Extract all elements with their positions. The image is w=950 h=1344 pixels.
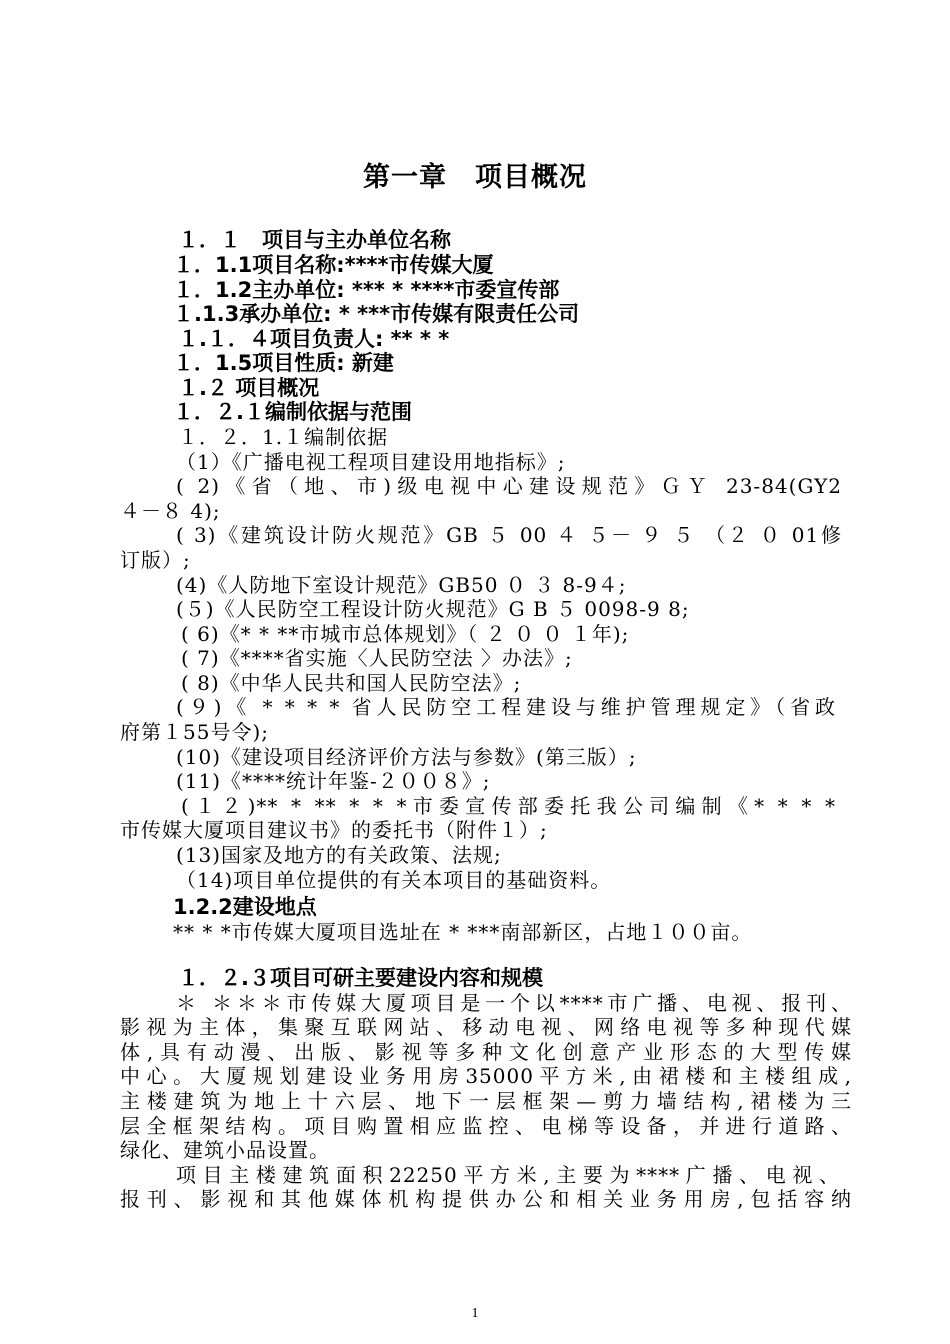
ref-12: (１２)** * ** * * *市委宣传部委托我公司编制《* * * *: [181, 794, 836, 818]
body-line: 项目主楼建筑面积22250平方米,主要为****广播、电视、: [176, 1163, 840, 1187]
ref-1: （1）《广播电视工程项目建设用地指标》;: [176, 450, 566, 474]
ref-9: (９)《 * * * * 省人民防空工程建设与维护管理规定》（省政: [176, 695, 836, 719]
heading-1-1: １．１ 项目与主办单位名称: [178, 228, 451, 252]
ref-6: ( 6)《* * **市城市总体规划》（ ２ ０ ０ １年);: [181, 622, 630, 646]
body-line: 影视为主体，集聚互联网站、移动电视、网络电视等多种现代媒: [120, 1015, 852, 1039]
location-text: ** * *市传媒大厦项目选址在 * ***南部新区，占地１００亩。: [173, 920, 753, 944]
ref-5: (５)《人民防空工程设计防火规范》G B ５ 0098-9 8;: [176, 597, 690, 621]
ref-3: ( 3)《建筑设计防火规范》GB ５ 00 ４ ５－ ９ ５ （２ ０ 01修: [176, 523, 842, 547]
ref-10: (10)《建设项目经济评价方法与参数》(第三版）;: [176, 745, 637, 769]
ref-3-cont: 订版）;: [120, 548, 191, 572]
page-number: 1: [471, 1306, 479, 1321]
item-1-1-4: １.１．４项目负责人: ** * *: [178, 327, 450, 351]
body-line: 中心。大厦规划建设业务用房35000平方米,由裙楼和主楼组成,: [120, 1064, 852, 1088]
heading-1-2-2: 1.2.2建设地点: [173, 895, 317, 919]
heading-1-2-3: １．２.３项目可研主要建设内容和规模: [178, 966, 543, 990]
heading-1-2: １.２ 项目概况: [178, 376, 320, 400]
heading-1-2-1-1: １．２．1.１编制依据: [178, 425, 389, 449]
ref-11: (11)《****统计年鉴-２００８》;: [176, 769, 491, 793]
body-line: 报刊、影视和其他媒体机构提供办公和相关业务用房,包括容纳: [120, 1187, 852, 1211]
ref-2-cont: ４－８ 4);: [120, 499, 221, 523]
item-1-1-5: １．1.5项目性质: 新建: [173, 351, 394, 375]
ref-9-cont: 府第１55号令);: [120, 720, 269, 744]
item-1-1-1: １．1.1项目名称:****市传媒大厦: [173, 253, 494, 277]
body-line: 层全框架结构。项目购置相应监控、电梯等设备，并进行道路、: [120, 1114, 852, 1138]
ref-7: ( 7)《****省实施〈人民防空法 〉办法》;: [181, 646, 573, 670]
body-line: ＊ ＊＊＊市传媒大厦项目是一个以****市广播、电视、报刊、: [176, 991, 852, 1015]
ref-8: ( 8)《中华人民共和国人民防空法》;: [181, 671, 522, 695]
body-line: 绿化、建筑小品设置。: [120, 1138, 330, 1162]
ref-4: (4)《人防地下室设计规范》GB50 ０ ３ 8-9４;: [176, 573, 627, 597]
ref-14: （14)项目单位提供的有关本项目的基础资料。: [176, 868, 612, 892]
body-line: 体,具有动漫、出版、影视等多种文化创意产业形态的大型传媒: [120, 1040, 852, 1064]
body-line: 主楼建筑为地上十六层、地下一层框架—剪力墙结构,裙楼为三: [120, 1089, 852, 1113]
item-1-1-2: １．1.2主办单位: *** * ****市委宣传部: [173, 278, 560, 302]
ref-12-cont: 市传媒大厦项目建议书》的委托书（附件１）;: [120, 818, 548, 842]
chapter-title: 第一章 项目概况: [363, 162, 587, 193]
ref-2: ( 2)《省（地、市)级电视中心建设规范》ＧＹ 23-84(GY2: [176, 474, 842, 498]
heading-1-2-1: １．２.１编制依据与范围: [173, 400, 412, 424]
item-1-1-3: １.1.3承办单位: * ***市传媒有限责任公司: [173, 302, 580, 326]
ref-13: (13)国家及地方的有关政策、法规;: [176, 843, 502, 867]
